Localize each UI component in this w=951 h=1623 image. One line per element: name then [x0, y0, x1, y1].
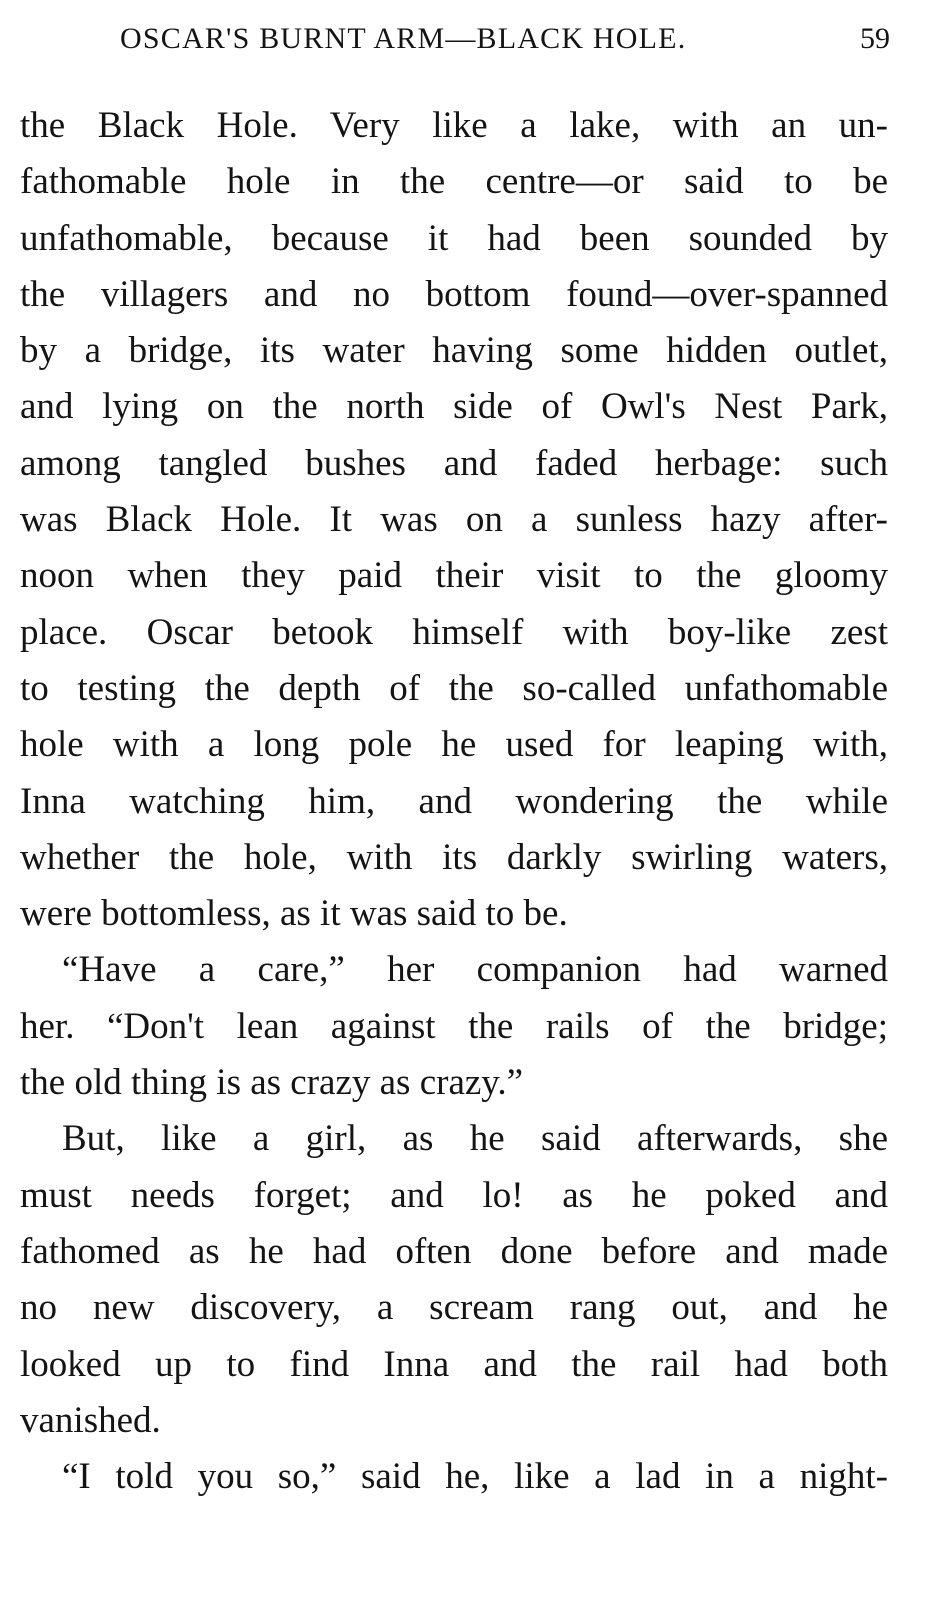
text-line: were bottomless, as it was said to be.: [20, 893, 568, 935]
text-line: the Black Hole. Very like a lake, with an un-: [20, 105, 888, 146]
paragraph-2: [20, 942, 888, 1111]
running-head: [120, 22, 890, 62]
text-line: unfathomable, because it had been sounded by: [20, 217, 888, 259]
paragraph-1: [20, 98, 888, 942]
text-line: whether the hole, with its darkly swirling waters,: [20, 836, 888, 878]
text-line: noon when they paid their visit to the gloomy: [20, 555, 888, 597]
text-line: vanished.: [20, 1399, 161, 1441]
text-line: her. “Don't lean against the rails of the bridge;: [20, 1005, 888, 1047]
text-line: the old thing is as crazy as crazy.”: [20, 1062, 524, 1104]
body-text: [20, 98, 888, 1505]
text-line: must needs forget; and lo! as he poked and: [20, 1174, 888, 1216]
text-line: looked up to find Inna and the rail had both: [20, 1343, 888, 1385]
paragraph-4: [20, 1449, 888, 1505]
text-line: to testing the depth of the so-called unfathomable: [20, 667, 888, 709]
text-line: by a bridge, its water having some hidden outlet,: [20, 330, 888, 372]
page-number: 59: [860, 22, 890, 55]
text-line: among tangled bushes and faded herbage: such: [20, 442, 888, 484]
text-line: “Have a care,” her companion had warned: [62, 949, 888, 991]
text-line: and lying on the north side of Owl's Nest Park,: [20, 386, 888, 428]
text-line: hole with a long pole he used for leaping with,: [20, 724, 888, 766]
text-line: fathomed as he had often done before and made: [20, 1230, 888, 1272]
text-line: the villagers and no bottom found—over-spanned: [20, 273, 888, 315]
paragraph-3: [20, 1111, 888, 1449]
text-line: fathomable hole in the centre—or said to be: [20, 161, 888, 203]
text-line: no new discovery, a scream rang out, and he: [20, 1287, 888, 1329]
text-line: was Black Hole. It was on a sunless hazy after-: [20, 499, 888, 541]
running-title: OSCAR'S BURNT ARM—BLACK HOLE.: [120, 22, 687, 55]
text-line: But, like a girl, as he said afterwards, she: [62, 1118, 888, 1160]
text-line: Inna watching him, and wondering the while: [20, 780, 888, 822]
text-line: place. Oscar betook himself with boy-like zest: [20, 611, 888, 653]
text-line: “I told you so,” said he, like a lad in a night-: [62, 1456, 888, 1498]
